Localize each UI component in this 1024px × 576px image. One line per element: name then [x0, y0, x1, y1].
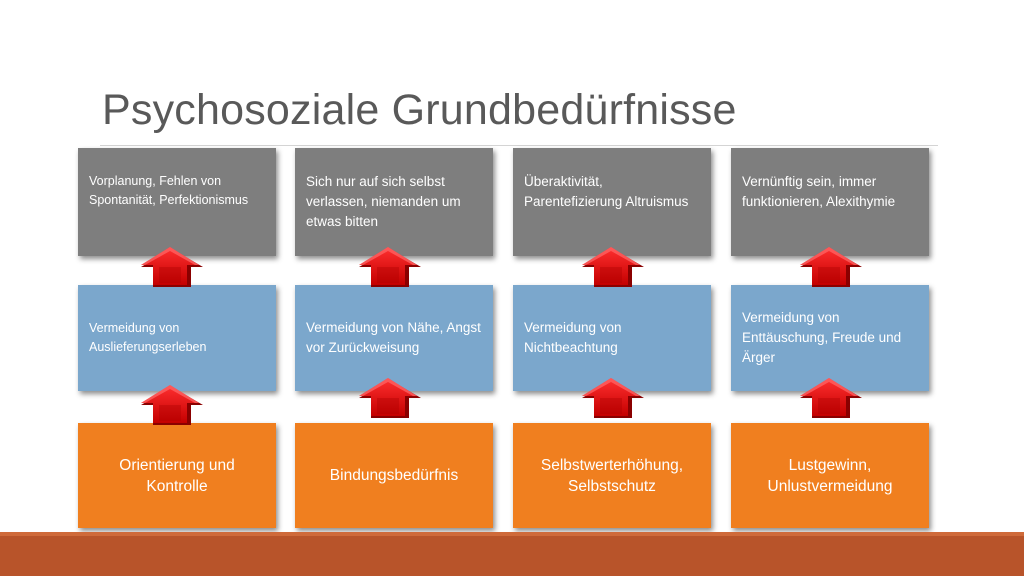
column-3-middle-box — [513, 285, 711, 391]
column-2-middle-box — [295, 285, 493, 391]
up-arrow-icon — [137, 384, 203, 426]
column-1-middle-text: Vermeidung von Auslieferungserleben — [89, 321, 207, 354]
up-arrow-icon — [355, 377, 421, 419]
title-divider — [100, 145, 938, 146]
column-2-middle-text: Vermeidung von Nähe, Angst vor Zurückweisung — [306, 320, 481, 355]
column-1-top-box: Vorplanung, Fehlen von Spontanität, Perfektionismus — [78, 148, 276, 256]
column-2-bottom-text: Bindungsbedürfnis — [329, 467, 459, 484]
column-1-bottom-box — [78, 423, 276, 528]
up-arrow-icon — [796, 377, 862, 419]
column-3-bottom-box — [513, 423, 711, 528]
column-3-bottom-text: Selbstwerterhöhung, Selbstschutz — [540, 456, 684, 495]
up-arrow-icon — [137, 246, 203, 288]
column-4-middle-text: Vermeidung von Enttäuschung, Freude und Ärger — [742, 310, 902, 365]
column-4-top-box: Vernünftig sein, immer funktionieren, Alexithymie — [731, 148, 929, 256]
footer-bar — [0, 532, 1024, 576]
column-1-middle-box — [78, 285, 276, 391]
column-4-bottom-box — [731, 423, 929, 528]
up-arrow-icon — [578, 246, 644, 288]
slide-title: Psychosoziale Grundbedürfnisse — [102, 86, 737, 134]
column-2-bottom-box — [295, 423, 493, 528]
column-3-top-box: Überaktivität, Parentefizierung Altruismus — [513, 148, 711, 256]
column-2-top-box: Sich nur auf sich selbst verlassen, niemanden um etwas bitten — [295, 148, 493, 256]
up-arrow-icon — [355, 246, 421, 288]
up-arrow-icon — [796, 246, 862, 288]
column-4-middle-box — [731, 285, 929, 391]
up-arrow-icon — [578, 377, 644, 419]
column-4-bottom-text: Lustgewinn, Unlustvermeidung — [767, 456, 893, 495]
column-1-bottom-text: Orientierung und Kontrolle — [119, 456, 235, 495]
column-3-middle-text: Vermeidung von Nichtbeachtung — [524, 320, 622, 355]
